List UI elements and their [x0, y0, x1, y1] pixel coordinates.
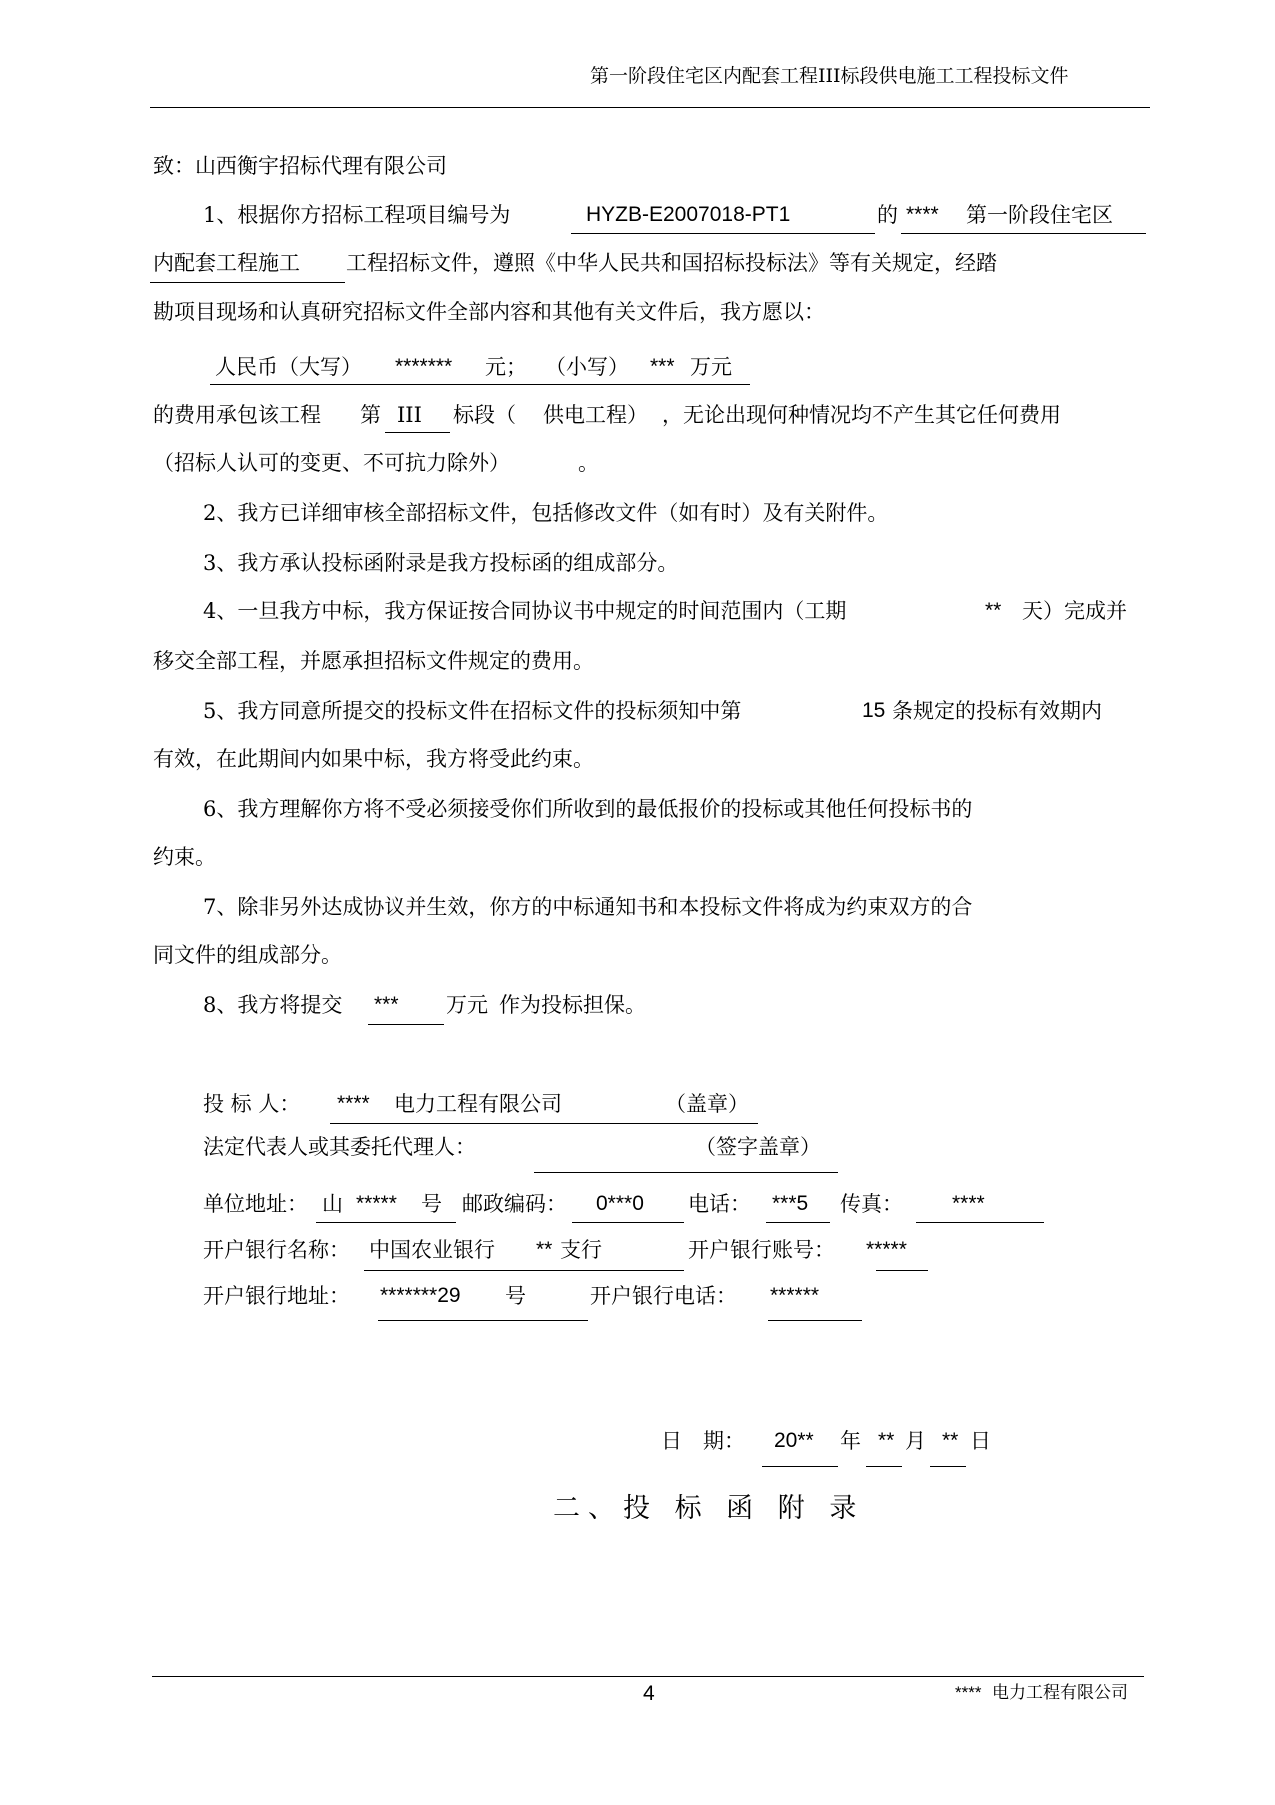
account-underline [876, 1270, 928, 1271]
bank-addr-label: 开户银行地址： [203, 1284, 350, 1308]
bank-branch: 支行 [560, 1238, 602, 1262]
date-day-unit: 日 [970, 1429, 991, 1453]
p8-unit: 万元 [446, 993, 488, 1017]
p1-line2: 工程招标文件，遵照《中华人民共和国招标投标法》等有关规定，经踏 [346, 251, 997, 275]
phone-value: ***5 [772, 1192, 809, 1215]
p1b-b: 标段（ [453, 403, 516, 427]
p1b-a: 的费用承包该工程 [153, 403, 321, 427]
project-name-2: 内配套工程施工 [153, 251, 300, 275]
p6-b: 约束。 [153, 845, 216, 869]
p1b-c: ，无论出现何种情况均不产生其它任何费用 [662, 403, 1061, 427]
footer-company: 电力工程有限公司 [992, 1683, 1128, 1703]
account-label: 开户银行账号： [688, 1238, 835, 1262]
rep-underline [534, 1172, 838, 1173]
paragraph-3: 3、我方承认投标函附录是我方投标函的组成部分。 [203, 551, 679, 575]
postcode-underline [572, 1222, 684, 1223]
bidder-mask: **** [337, 1092, 370, 1115]
p1b-e: 。 [578, 451, 599, 475]
price-small-label: （小写） [545, 355, 629, 379]
price-small-value: *** [650, 355, 675, 378]
bank-name: 中国农业银行 [369, 1238, 495, 1262]
bidder-underline [330, 1123, 758, 1124]
p4-c: 移交全部工程，并愿承担招标文件规定的费用。 [153, 649, 594, 673]
price-underline [210, 384, 750, 385]
p6-a: 6、我方理解你方将不受必须接受你们所收到的最低报价的投标或其他任何投标书的 [203, 797, 973, 821]
paragraph-2: 2、我方已详细审核全部招标文件，包括修改文件（如有时）及有关附件。 [203, 501, 889, 525]
date-label: 日 期： [661, 1429, 745, 1453]
date-year-underline [762, 1466, 838, 1467]
account-value: ***** [866, 1238, 907, 1261]
running-header: 第一阶段住宅区内配套工程III标段供电施工工程投标文件 [590, 65, 1069, 87]
project-number-underline [571, 233, 875, 234]
p4-days: ** [985, 599, 1002, 622]
section-title: 二、投 标 函 附 录 [553, 1493, 865, 1524]
bank-name-label: 开户银行名称： [203, 1238, 350, 1262]
header-rule [150, 107, 1150, 108]
address-b: 号 [421, 1192, 442, 1216]
footer-company-mask: **** [955, 1683, 982, 1702]
date-day-underline [930, 1466, 966, 1467]
p5-clause: 15 [862, 699, 886, 722]
price-small-unit: 万元 [690, 355, 732, 379]
p7-a: 7、除非另外达成协议并生效，你方的中标通知书和本投标文件将成为约束双方的合 [203, 895, 973, 919]
section-number: III [397, 403, 422, 427]
date-month: ** [878, 1429, 895, 1452]
project-name-underline-1 [901, 233, 1146, 234]
bank-name-underline [364, 1270, 684, 1271]
bank-addr: *******29 [380, 1284, 461, 1307]
section-prefix: 第 [360, 403, 381, 427]
p4-a: 4、一旦我方中标，我方保证按合同协议书中规定的时间范围内（工期 [203, 599, 847, 623]
date-month-unit: 月 [905, 1429, 926, 1453]
postcode-label: 邮政编码： [462, 1192, 567, 1216]
p5-b: 条规定的投标有效期内 [892, 699, 1102, 723]
price-big-unit: 元； [485, 355, 527, 379]
p4-b: 天）完成并 [1022, 599, 1127, 623]
date-year: 20** [774, 1429, 814, 1452]
bank-addr-underline [378, 1320, 588, 1321]
postcode-value: 0***0 [596, 1192, 644, 1215]
date-year-unit: 年 [840, 1429, 861, 1453]
p1-intro: 1、根据你方招标工程项目编号为 [203, 203, 511, 227]
p1-line3: 勘项目现场和认真研究招标文件全部内容和其他有关文件后，我方愿以： [153, 300, 825, 324]
address-mask: ***** [356, 1192, 397, 1215]
bidder-label: 投 标 人： [203, 1092, 301, 1116]
address-label: 单位地址： [203, 1192, 308, 1216]
bank-branch-mask: ** [536, 1238, 553, 1261]
p7-b: 同文件的组成部分。 [153, 943, 342, 967]
bank-phone-underline [768, 1320, 862, 1321]
addressee: 致：山西衡宇招标代理有限公司 [153, 154, 447, 178]
phone-label: 电话： [688, 1192, 751, 1216]
p8-amount: *** [374, 993, 399, 1016]
address-a: 山 [322, 1192, 343, 1216]
bank-phone: ****** [770, 1284, 820, 1307]
p5-a: 5、我方同意所提交的投标文件在招标文件的投标须知中第 [203, 699, 742, 723]
address-underline [316, 1222, 456, 1223]
fax-value: **** [952, 1192, 985, 1215]
bidder-name: 电力工程有限公司 [394, 1092, 562, 1116]
bank-phone-label: 开户银行电话： [590, 1284, 737, 1308]
bidder-seal: （盖章） [665, 1092, 749, 1116]
price-big-value: ******* [395, 355, 453, 378]
date-month-underline [866, 1466, 902, 1467]
page-number: 4 [643, 1682, 655, 1705]
project-name-underline-2 [150, 282, 345, 283]
project-number: HYZB-E2007018-PT1 [586, 203, 791, 226]
price-big-label: 人民币（大写） [215, 355, 362, 379]
p8-c: 作为投标担保。 [499, 993, 646, 1017]
footer-rule [152, 1676, 1144, 1677]
p8-amount-underline [368, 1024, 444, 1025]
section-underline [385, 432, 450, 433]
rep-sign-seal: （签字盖章） [695, 1135, 821, 1159]
p1b-scope: 供电工程） [543, 403, 648, 427]
rep-label: 法定代表人或其委托代理人： [203, 1135, 476, 1159]
fax-label: 传真： [840, 1192, 903, 1216]
bank-addr-b: 号 [505, 1284, 526, 1308]
fax-underline [916, 1222, 1044, 1223]
owner-mask: **** [906, 203, 939, 226]
date-day: ** [942, 1429, 959, 1452]
project-name-1: 第一阶段住宅区 [966, 203, 1113, 227]
p5-c: 有效，在此期间内如果中标，我方将受此约束。 [153, 747, 594, 771]
p1-de: 的 [877, 203, 898, 227]
p1b-d: （招标人认可的变更、不可抗力除外） [153, 451, 510, 475]
phone-underline [766, 1222, 830, 1223]
p8-a: 8、我方将提交 [203, 993, 343, 1017]
